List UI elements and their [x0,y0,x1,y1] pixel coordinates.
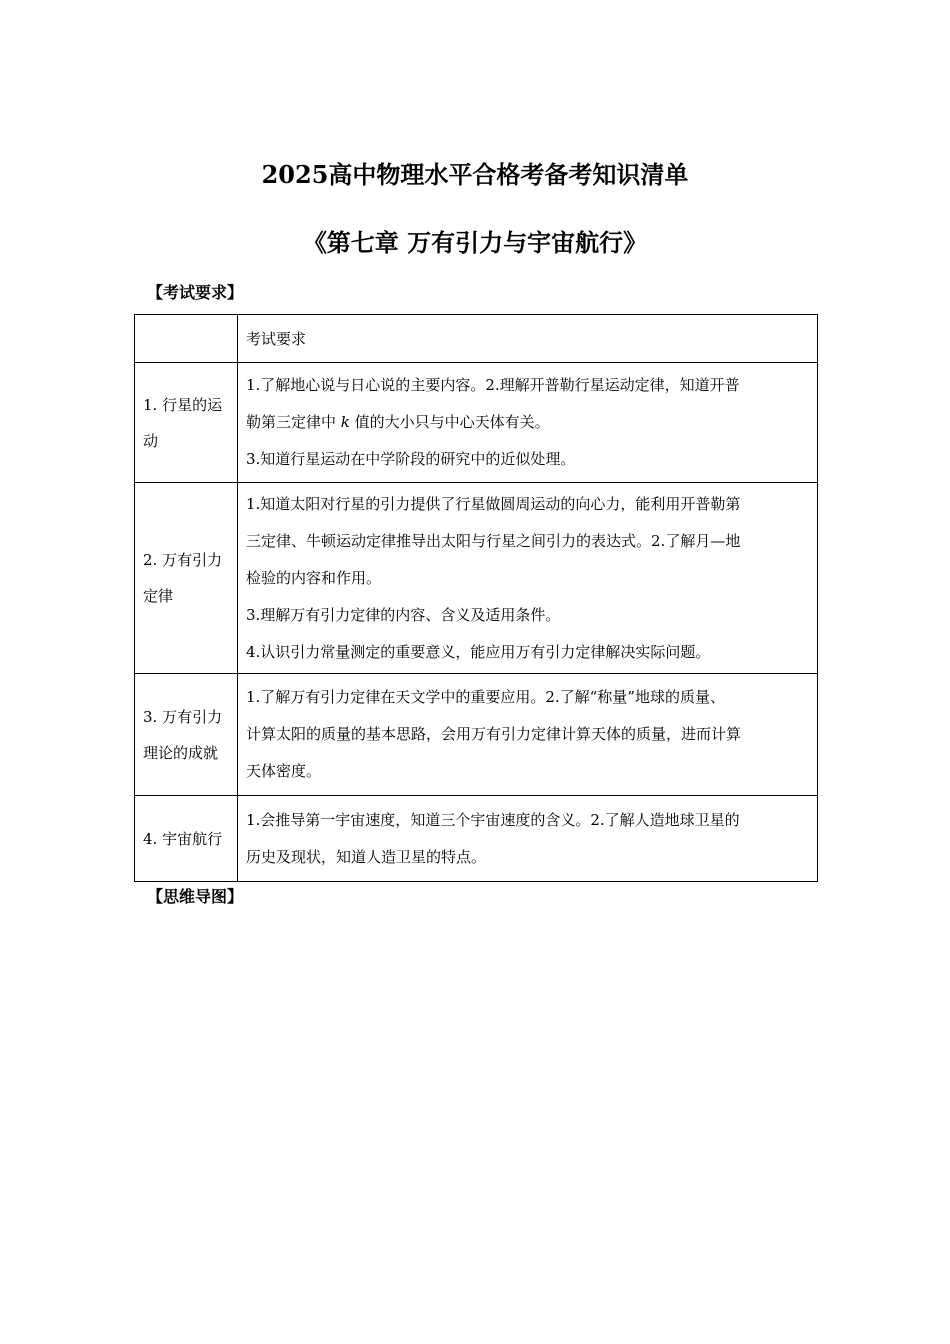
requirements-cell [238,483,818,674]
variable-k: k [340,413,350,431]
requirement-line: 1.会推导第一宇宙速度，知道三个宇宙速度的含义。2.了解人造地球卫星的 [246,810,740,829]
requirements-cell [238,796,818,882]
mind-map-heading: 【思维导图】 [147,887,244,906]
topic-label: 1. 行星的运动 [143,395,223,450]
topic-cell [135,674,238,796]
requirement-line: 三定律、牛顿运动定律推导出太阳与行星之间引力的表达式。2.了解月—地 [246,531,741,550]
requirement-line: 1.知道太阳对行星的引力提供了行星做圆周运动的向心力，能利用开普勒第 [246,494,741,513]
table-row [135,483,818,674]
requirement-text: 值的大小只与中心天体有关。 [354,413,550,431]
table-row [135,796,818,882]
requirement-line: 4.认识引力常量测定的重要意义，能应用万有引力定律解决实际问题。 [246,642,711,661]
requirement-line [246,404,809,441]
requirements-cell [238,674,818,796]
table-row [135,363,818,483]
header-cell-blank [135,315,238,363]
requirement-line: 计算太阳的质量的基本思路，会用万有引力定律计算天体的质量，进而计算 [246,725,742,743]
requirements-cell [238,363,818,483]
requirement-line: 3.理解万有引力定律的内容、含义及适用条件。 [246,605,561,624]
requirement-line: 1.了解万有引力定律在天文学中的重要应用。2.了解“称量”地球的质量、 [246,688,725,706]
chapter-title: 《第七章 万有引力与宇宙航行》 [302,228,648,257]
topic-cell [135,796,238,882]
table-header-row [135,315,818,363]
topic-cell [135,363,238,483]
exam-requirements-table [134,314,818,882]
topic-label: 3. 万有引力理论的成就 [143,707,223,762]
requirement-line: 3.知道行星运动在中学阶段的研究中的近似处理。 [246,450,576,468]
requirement-line: 历史及现状，知道人造卫星的特点。 [246,847,487,866]
requirement-text: 勒第三定律中 [246,413,337,431]
topic-label: 2. 万有引力定律 [143,551,223,605]
topic-label: 4. 宇宙航行 [143,829,223,848]
requirement-line: 天体密度。 [246,762,322,780]
requirement-line: 1.了解地心说与日心说的主要内容。2.理解开普勒行星运动定律，知道开普 [246,376,740,394]
requirement-line: 检验的内容和作用。 [246,568,382,587]
document-title: 2025高中物理水平合格考备考知识清单 [261,160,689,189]
topic-cell [135,483,238,674]
header-cell-requirements: 考试要求 [238,315,818,363]
exam-requirements-heading: 【考试要求】 [147,283,244,302]
table-row [135,674,818,796]
